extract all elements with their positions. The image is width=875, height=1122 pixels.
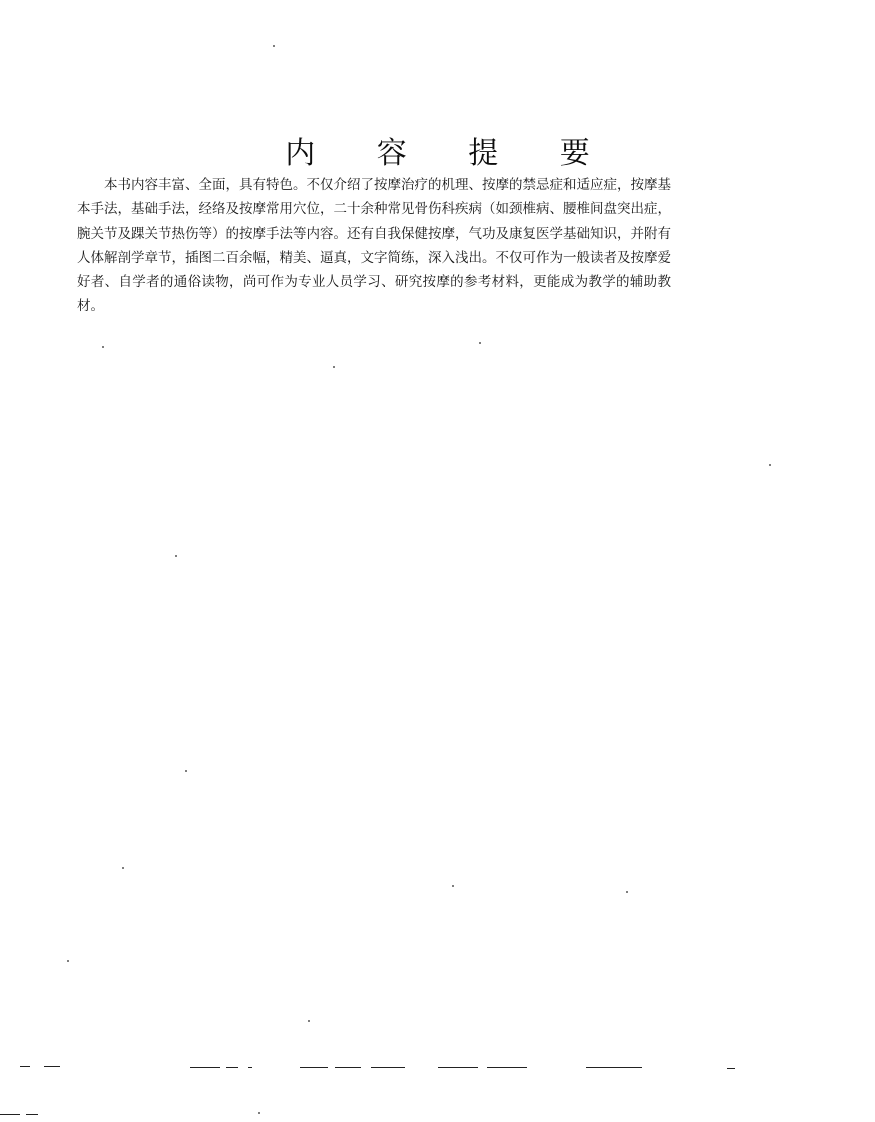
scan-line (371, 1067, 405, 1068)
scan-line (300, 1067, 328, 1068)
scan-line (438, 1067, 478, 1068)
scan-line (248, 1067, 252, 1068)
scan-line (0, 1114, 20, 1115)
scan-speck (479, 342, 481, 344)
scan-line (586, 1067, 642, 1068)
page-title: 内 容 提 要 (285, 136, 616, 172)
scan-line (727, 1068, 735, 1069)
scan-line (487, 1067, 527, 1068)
scan-line (20, 1066, 30, 1067)
scan-line (190, 1067, 220, 1068)
scan-speck (175, 555, 177, 557)
scan-line (44, 1066, 60, 1067)
scan-speck (452, 885, 454, 887)
scan-speck (308, 1020, 310, 1022)
scan-speck (185, 770, 187, 772)
scan-line (226, 1067, 238, 1068)
summary-paragraph: 本书内容丰富、全面，具有特色。不仅介绍了按摩治疗的机理、按摩的禁忌症和适应症，按摩基本手法，基础手法，经络及按摩常用穴位，二十余种常见骨伤科疾病（如颈椎病、腰椎间盘突出症，腕关节及踝关节热伤等）的按摩手法等内容。还有自我保健按摩，气功及康复医学基础知识，并附有人体解剖学章节，插图二百余幅，精美、逼真，文字简练，深入浅出。不仅可作为一般读者及按摩爱好者、自学者的通俗读物，尚可作为专业人员学习、研究按摩的参考材料，更能成为教学的辅助教材。 (77, 177, 671, 315)
scan-speck (67, 960, 69, 962)
scan-speck (122, 867, 124, 869)
scan-speck (626, 891, 628, 893)
scan-speck (769, 464, 771, 466)
scan-line (335, 1067, 361, 1068)
scan-line (26, 1114, 38, 1115)
scan-speck (102, 346, 104, 348)
scan-speck (258, 1112, 260, 1114)
scan-speck (333, 366, 335, 368)
scan-speck (273, 45, 275, 47)
